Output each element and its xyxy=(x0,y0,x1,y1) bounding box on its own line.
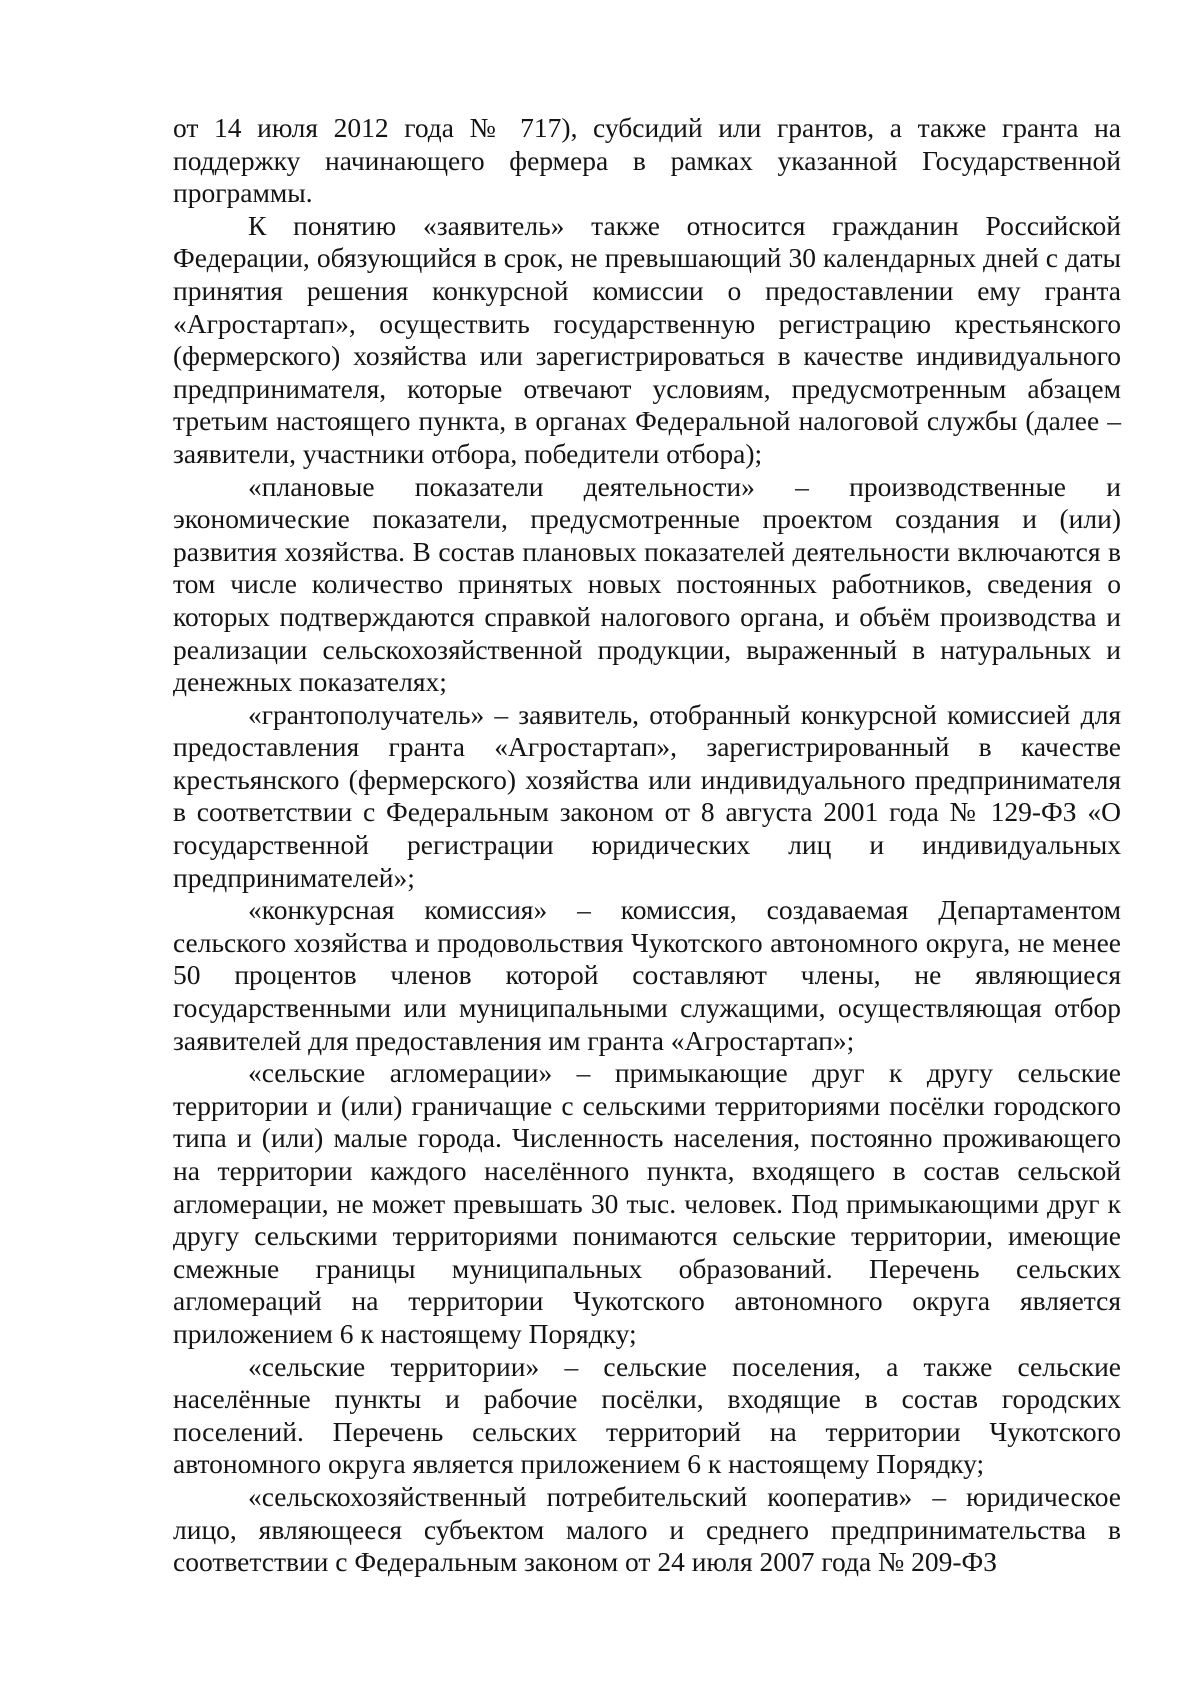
paragraph-applicant-definition: К понятию «заявитель» также относится гражданин Российской Федерации, обязующийся в срок, не превышающий 30 календарных дней с даты принятия решения конкурсной комиссии о предоставлении ему гранта «Агростартап», осуществить государственную регистрацию крестьянского (фермерского) хозяйства или зарегистрироваться в качестве индивидуального предпринимателя, которые отвечают условиям, предусмотренным абзацем третьим настоящего пункта, в органах Федеральной налоговой службы (далее – заявители, участники отбора, победители отбора); xyxy=(173,209,1121,469)
paragraph-grant-recipient: «грантополучатель» – заявитель, отобранный конкурсной комиссией для предоставления гранта «Агростартап», зарегистрированный в качестве крестьянского (фермерского) хозяйства или индивидуального предпринимателя в соответствии с Федеральным законом от 8 августа 2001 года № 129-ФЗ «О государственной регистрации юридических лиц и индивидуальных предпринимателей»; xyxy=(173,698,1121,893)
document-page xyxy=(173,112,1121,1579)
paragraph-consumer-cooperative: «сельскохозяйственный потребительский кооператив» – юридическое лицо, являющееся субъектом малого и среднего предпринимательства в соответствии с Федеральным законом от 24 июля 2007 года № 209-ФЗ xyxy=(173,1480,1121,1578)
paragraph-planned-indicators: «плановые показатели деятельности» – производственные и экономические показатели, предусмотренные проектом создания и (или) развития хозяйства. В состав плановых показателей деятельности включаются в том числе количество принятых новых постоянных работников, сведения о которых подтверждаются справкой налогового органа, и объём производства и реализации сельскохозяйственной продукции, выраженный в натуральных и денежных показателях; xyxy=(173,470,1121,698)
paragraph-rural-territories: «сельские территории» – сельские поселения, а также сельские населённые пункты и рабочие посёлки, входящие в состав городских поселений. Перечень сельских территорий на территории Чукотского автономного округа является приложением 6 к настоящему Порядку; xyxy=(173,1350,1121,1480)
paragraph-continuation: от 14 июля 2012 года № 717), субсидий или грантов, а также гранта на поддержку начинающего фермера в рамках указанной Государственной программы. xyxy=(173,112,1121,209)
paragraph-rural-agglomerations: «сельские агломерации» – примыкающие друг к другу сельские территории и (или) граничащие с сельскими территориями посёлки городского типа и (или) малые города. Численность населения, постоянно проживающего на территории каждого населённого пункта, входящего в состав сельской агломерации, не может превышать 30 тыс. человек. Под примыкающими друг к другу сельскими территориями понимаются сельские территории, имеющие смежные границы муниципальных образований. Перечень сельских агломераций на территории Чукотского автономного округа является приложением 6 к настоящему Порядку; xyxy=(173,1057,1121,1349)
paragraph-competition-commission: «конкурсная комиссия» – комиссия, создаваемая Департаментом сельского хозяйства и продовольствия Чукотского автономного округа, не менее 50 процентов членов которой составляют члены, не являющиеся государственными или муниципальными служащими, осуществляющая отбор заявителей для предоставления им гранта «Агростартап»; xyxy=(173,894,1121,1056)
